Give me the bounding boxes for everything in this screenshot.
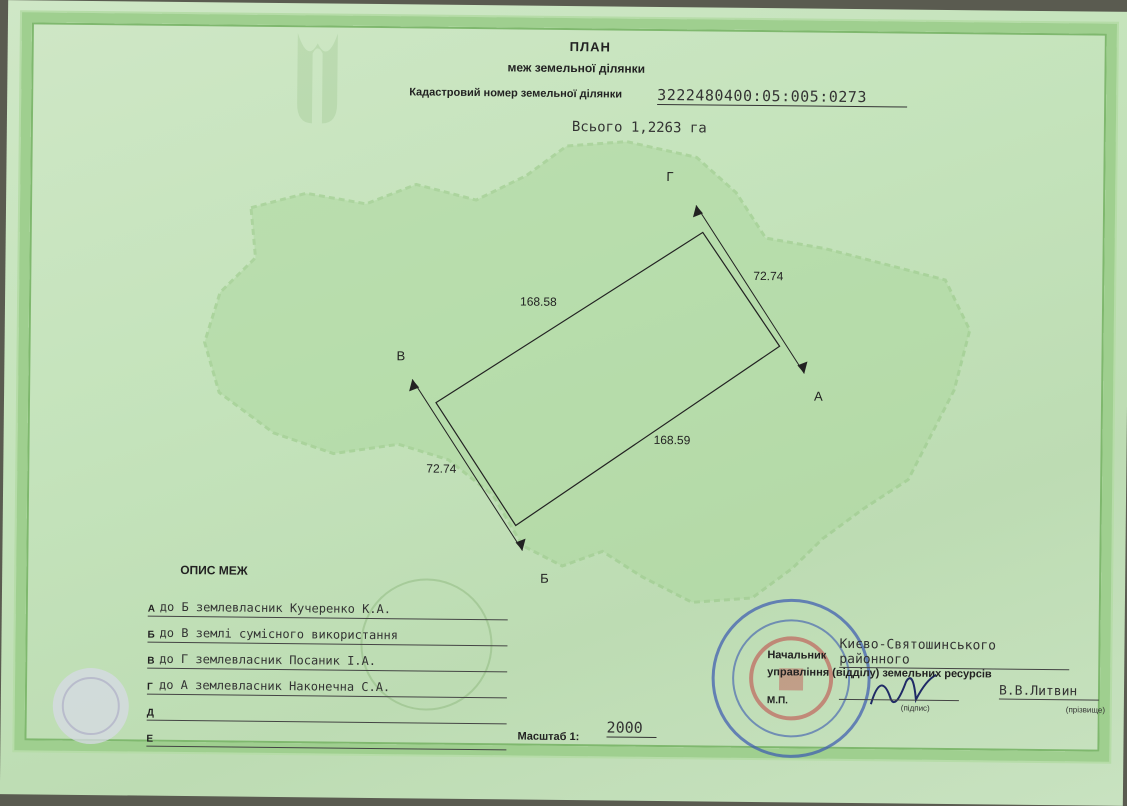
corner-label-g: Г	[666, 169, 674, 185]
land-plot-polygon	[435, 230, 781, 529]
document-title: ПЛАН	[569, 39, 612, 55]
arrowhead	[515, 538, 525, 550]
signatory-name: В.В.Литвин	[999, 684, 1099, 701]
boundary-row-text: до Б землевласник Кучеренко К.А.	[159, 599, 392, 617]
cadastral-label: Кадастровий номер земельної ділянки	[409, 86, 623, 101]
seal-place-label: М.П.	[766, 695, 789, 707]
scale-label: Масштаб 1:	[517, 730, 580, 744]
boundary-row	[147, 620, 507, 647]
chief-label: Начальник	[767, 649, 827, 662]
office-name-line1: Києво-Святошинського районного	[839, 637, 1069, 670]
name-caption: (прізвище)	[1065, 705, 1106, 715]
boundary-row-letter: Д	[146, 707, 154, 719]
boundary-description-title: ОПИС МЕЖ	[180, 562, 248, 578]
boundary-row-letter: Б	[147, 629, 155, 641]
corner-label-a: А	[814, 388, 823, 404]
boundary-row-letter: А	[147, 603, 156, 615]
side-length-label: 168.58	[519, 294, 557, 309]
boundary-row-letter: Г	[146, 681, 153, 693]
dimension-line-ga	[694, 205, 806, 373]
side-length-label: 72.74	[753, 268, 784, 284]
boundary-row	[147, 646, 507, 673]
boundary-row	[147, 672, 507, 699]
side-length-label: 72.74	[426, 461, 457, 476]
boundary-row-letter: Е	[146, 733, 154, 745]
signature-caption: (підпис)	[900, 703, 930, 713]
boundary-row-text: до В землі сумісного використання	[159, 625, 399, 643]
cadastral-number: 3222480400:05:005:0273	[657, 86, 907, 108]
boundary-row-letter: В	[147, 655, 155, 667]
boundary-row-text: до А землевласник Наконечна С.А.	[158, 677, 391, 695]
boundary-row-text: до Г землевласник Посаник І.А.	[159, 651, 377, 669]
arrowhead	[797, 361, 807, 373]
boundary-row	[146, 724, 506, 751]
office-name-line2: управління (відділу) земельних ресурсів	[767, 666, 992, 681]
scale-value: 2000	[607, 718, 657, 738]
total-area: Всього 1,2263 га	[571, 119, 707, 137]
corner-label-b: Б	[540, 570, 549, 586]
boundary-row	[148, 594, 508, 621]
boundary-row	[147, 698, 507, 725]
side-length-label: 168.59	[653, 432, 691, 448]
arrowhead	[409, 379, 419, 391]
corner-label-v: В	[396, 348, 406, 364]
arrowhead	[693, 205, 703, 217]
document-subtitle: меж земельної ділянки	[507, 60, 646, 76]
